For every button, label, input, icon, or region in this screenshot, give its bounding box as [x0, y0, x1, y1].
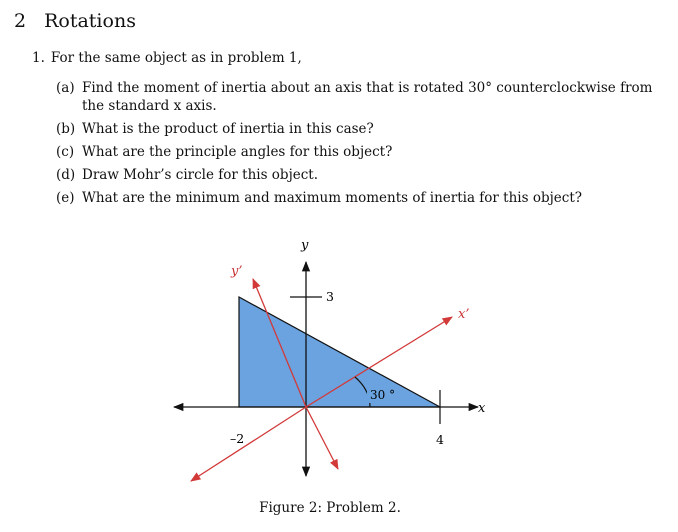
angle-label: 30 °: [370, 388, 396, 402]
part-label: (c): [56, 144, 75, 160]
part-text: What are the minimum and maximum moments of inertia for this object?: [82, 190, 582, 206]
part-text: What are the principle angles for this object?: [82, 144, 393, 160]
part-text: Draw Mohr’s circle for this object.: [82, 167, 319, 183]
problem-number: 1.: [32, 50, 45, 66]
y-prime-axis: [306, 407, 338, 469]
triangle-shape: [239, 297, 440, 407]
part-text: What is the product of inertia in this case?: [82, 121, 374, 137]
tick-label-neg2: –2: [230, 431, 245, 446]
y-axis-label: y: [301, 238, 309, 253]
part-text: Find the moment of inertia about an axis that is rotated 30° counterclockwise from the standard x axis.: [82, 80, 653, 114]
x-prime-axis: [191, 407, 306, 481]
x-prime-label: x’: [458, 307, 470, 322]
figure-caption: Figure 2: Problem 2.: [259, 500, 401, 516]
x-axis-label: x: [478, 401, 486, 416]
section-title: Rotations: [44, 10, 136, 32]
section-number: 2: [14, 10, 27, 32]
part-label: (d): [56, 167, 76, 183]
problem-text: For the same object as in problem 1,: [50, 50, 302, 66]
tick-label-4: 4: [436, 432, 444, 447]
part-label: (a): [56, 80, 75, 96]
y-prime-label: y’: [231, 264, 243, 279]
part-label: (b): [56, 121, 76, 137]
tick-label-3: 3: [326, 289, 334, 304]
part-label: (e): [56, 190, 75, 206]
